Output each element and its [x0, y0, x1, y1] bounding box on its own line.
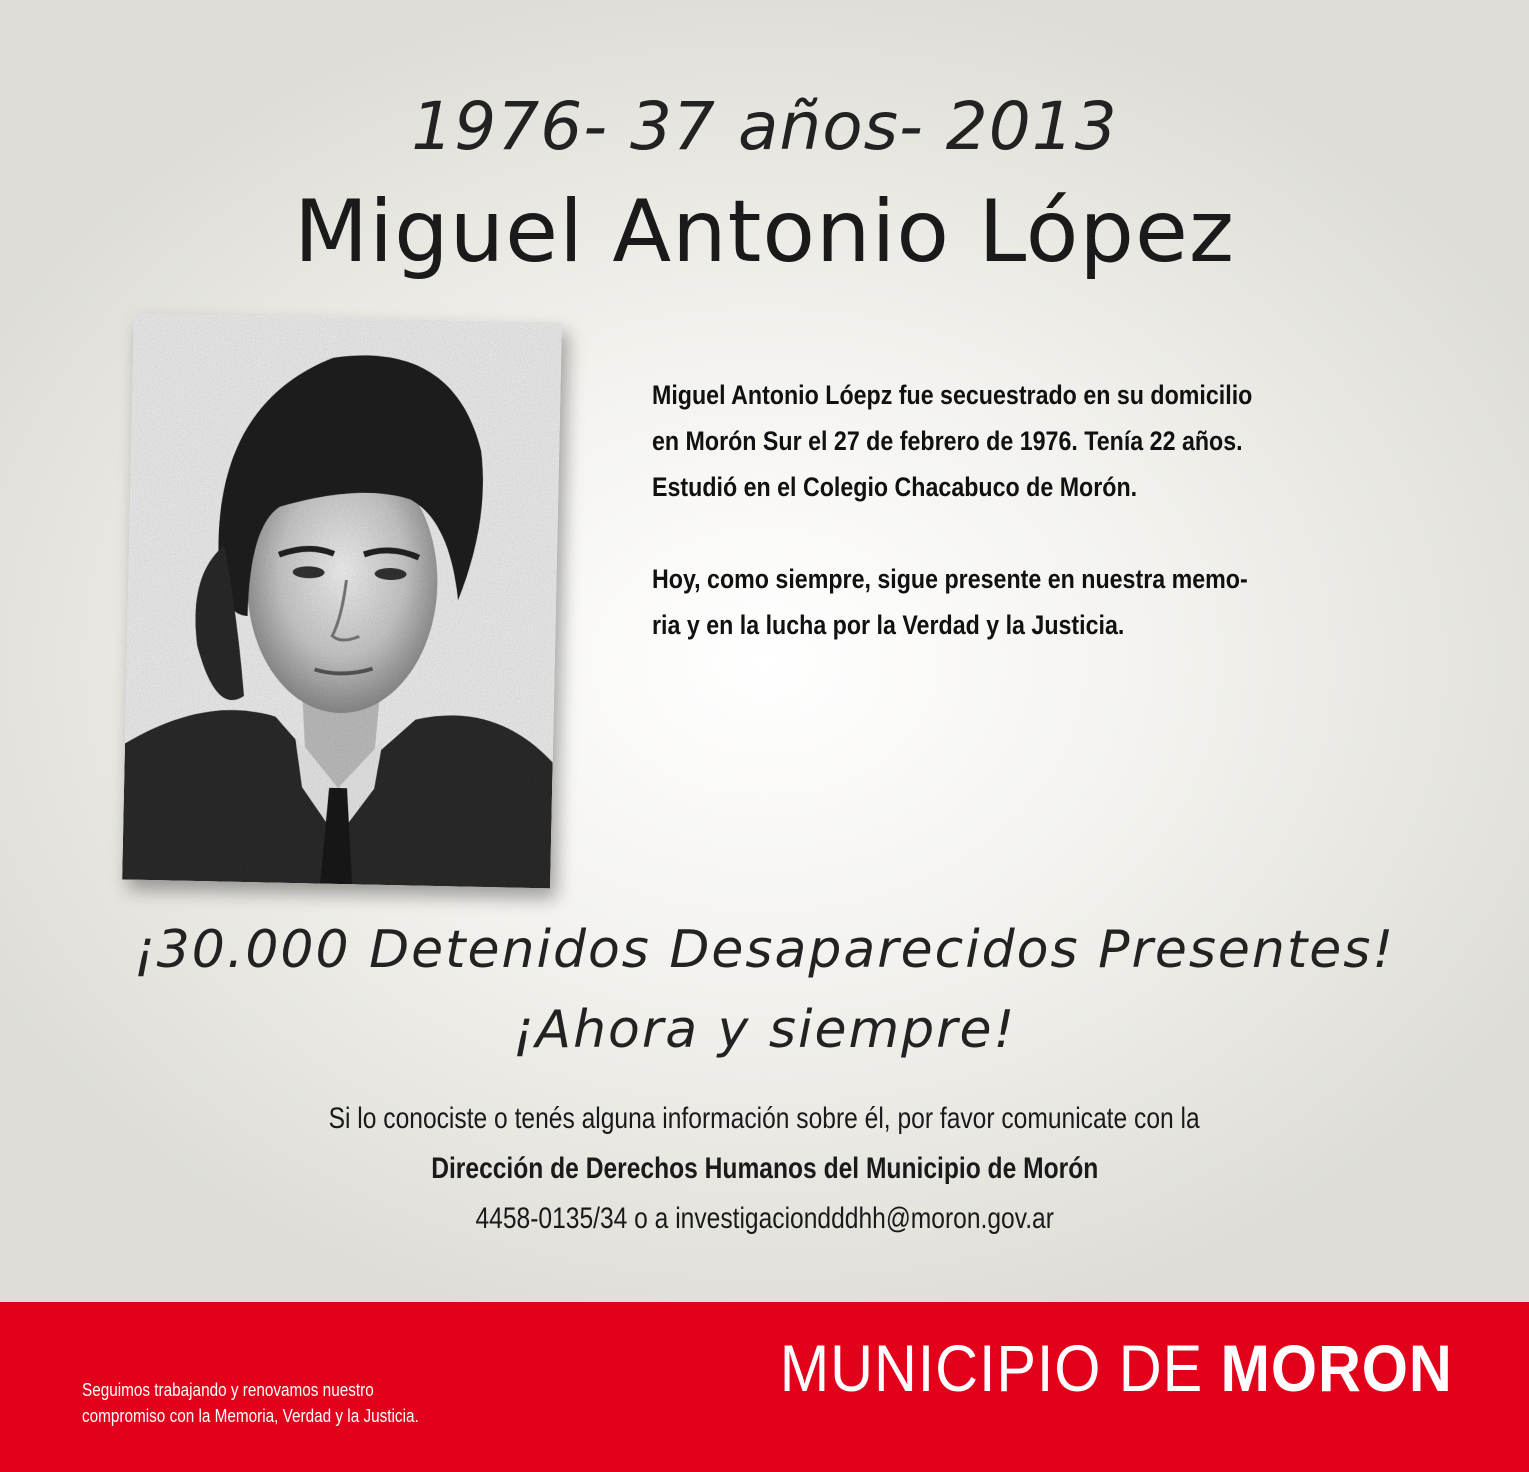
contact-details-text: 4458-0135/34 o a investigaciondddhh@moron.gov.ar: [475, 1202, 1054, 1235]
bio-line: Miguel Antonio Lóepz fue secuestrado en su domicilio: [652, 380, 1253, 410]
biography-text: [652, 372, 1366, 648]
footer-banner: [0, 1302, 1529, 1472]
brand-bold: MORON: [1220, 1331, 1453, 1405]
slogan-line-1: ¡30.000 Detenidos Desaparecidos Presentes!: [133, 920, 1396, 980]
brand-prefix: MUNICIPIO DE: [780, 1331, 1221, 1405]
footer-tagline: [82, 1377, 524, 1429]
slogan-line-2: ¡Ahora y siempre!: [512, 1000, 1017, 1060]
tagline-line-2: compromiso con la Memoria, Verdad y la Justicia.: [82, 1406, 419, 1426]
contact-organization: [0, 1152, 1529, 1186]
years-heading: 1976- 37 años- 2013: [411, 88, 1118, 165]
contact-intro: [0, 1102, 1529, 1136]
contact-intro-text: Si lo conociste o tenés alguna información sobre él, por favor comunicate con la: [328, 1102, 1201, 1135]
bio-paragraph-2: [652, 556, 1366, 648]
bio-line: ria y en la lucha por la Verdad y la Justicia.: [652, 610, 1125, 640]
bio-line: Estudió en el Colegio Chacabuco de Morón.: [652, 472, 1138, 502]
tagline-line-1: Seguimos trabajando y renovamos nuestro: [82, 1380, 374, 1400]
bio-line: en Morón Sur el 27 de febrero de 1976. Tenía 22 años.: [652, 426, 1243, 456]
bio-line: Hoy, como siempre, sigue presente en nuestra memo-: [652, 564, 1248, 594]
bio-paragraph-1: [652, 372, 1366, 510]
contact-details: [0, 1202, 1529, 1236]
person-name-title: Miguel Antonio López: [293, 182, 1235, 282]
municipality-logo-text: [780, 1330, 1453, 1406]
contact-organization-text: Dirección de Derechos Humanos del Municipio de Morón: [430, 1152, 1099, 1185]
portrait-photo: [122, 314, 562, 889]
